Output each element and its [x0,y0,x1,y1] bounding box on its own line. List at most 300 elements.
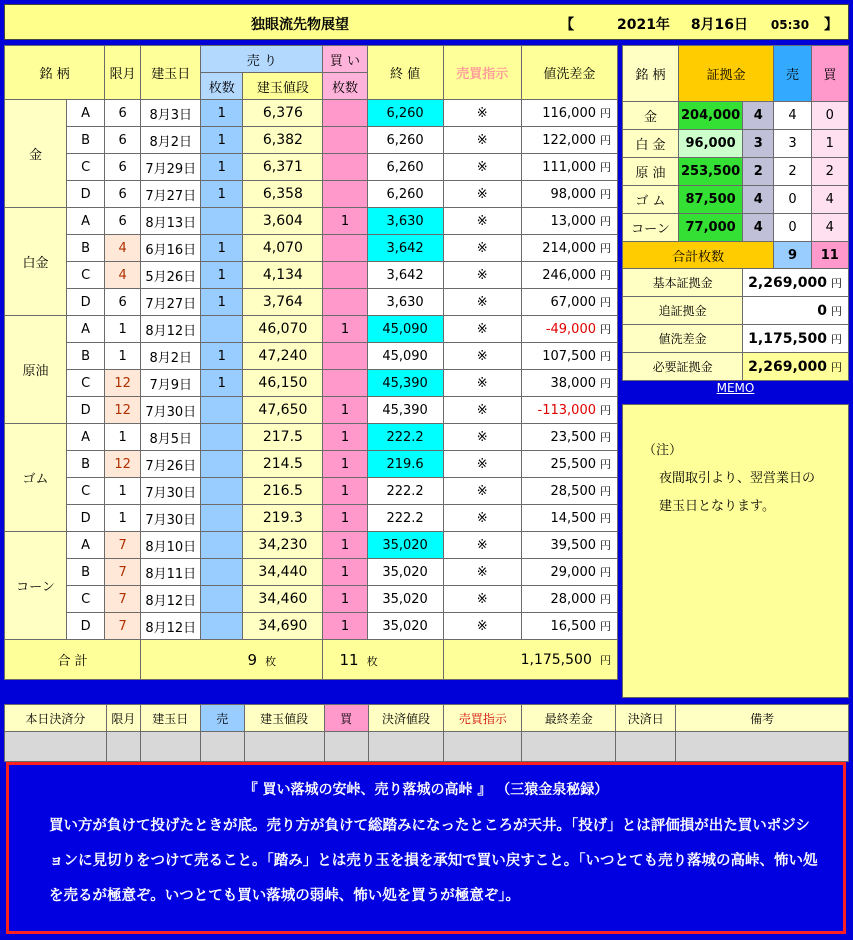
row-sell-count[interactable] [201,208,243,235]
margin-row [623,130,849,158]
margin-name: 白 金 [623,130,679,158]
row-price: 47,650 [243,397,323,424]
row-price: 6,358 [243,181,323,208]
row-date: 8月12日 [141,586,201,613]
row-buy-count[interactable]: 1 [323,613,367,640]
row-diff-yen: 円 [600,566,611,579]
row-buy-count[interactable]: 1 [323,397,367,424]
row-diff [521,208,617,235]
position-row [5,154,618,181]
row-buy-count[interactable]: 1 [323,208,367,235]
row-month: 6 [105,208,141,235]
row-diff-yen: 円 [600,512,611,525]
row-sell-count[interactable] [201,424,243,451]
row-close: 3,642 [367,262,443,289]
position-row [5,235,618,262]
margin-sell: 0 [774,214,811,242]
row-diff-value: 23,500 [550,430,596,445]
row-sell-count[interactable]: 1 [201,289,243,316]
positions-total-row [5,640,618,680]
row-close: 45,390 [367,370,443,397]
row-instruction[interactable]: ※ [443,397,521,424]
row-instruction[interactable]: ※ [443,451,521,478]
settlement-col-4: 建玉値段 [244,705,324,732]
settlement-col-6: 決済値段 [368,705,444,732]
row-instruction[interactable]: ※ [443,316,521,343]
row-buy-count[interactable]: 1 [323,316,367,343]
memo-line-3: 建玉日となります。 [659,499,775,514]
row-buy-count[interactable] [323,127,367,154]
row-buy-count[interactable]: 1 [323,559,367,586]
settlement-cell-0[interactable] [5,732,107,762]
summary-value [743,297,849,325]
margin-row [623,186,849,214]
row-month: 1 [105,343,141,370]
row-diff [521,613,617,640]
settlement-table [4,704,849,762]
margin-sell: 0 [774,186,811,214]
row-close: 45,390 [367,397,443,424]
row-diff [521,370,617,397]
quote-box [6,762,846,934]
margin-count: 3 [743,130,774,158]
margin-col-buy: 買 [811,46,848,102]
row-diff [521,478,617,505]
row-buy-count[interactable]: 1 [323,478,367,505]
year-text: 2021年 [616,17,670,33]
page-title: 独眼流先物展望 [251,17,349,33]
col-genketsu: 限月 [105,46,141,100]
row-sell-count[interactable] [201,316,243,343]
row-diff-value: -113,000 [537,403,596,418]
total-sell [141,640,323,680]
row-date: 7月30日 [141,505,201,532]
row-buy-count[interactable] [323,235,367,262]
summary-row [623,269,849,297]
row-diff-value: 16,500 [550,619,596,634]
settlement-cell-2[interactable] [140,732,200,762]
row-code: A [67,100,105,127]
date-text: 8月16日 [690,17,749,33]
settlement-header-row [5,705,849,732]
row-month: 6 [105,127,141,154]
margin-table [622,45,849,381]
row-instruction[interactable]: ※ [443,127,521,154]
summary-label: 追証拠金 [623,297,743,325]
row-date: 8月3日 [141,100,201,127]
settlement-cell-8[interactable] [522,732,616,762]
row-code: B [67,127,105,154]
summary-value [743,325,849,353]
row-buy-count[interactable]: 1 [323,586,367,613]
row-sell-count[interactable]: 1 [201,154,243,181]
settlement-col-1: 限月 [106,705,140,732]
title-bar [4,4,849,40]
row-month: 7 [105,532,141,559]
row-buy-count[interactable]: 1 [323,424,367,451]
row-date: 8月11日 [141,559,201,586]
group-name: ゴム [5,424,67,532]
summary-yen: 円 [831,304,842,318]
memo-heading[interactable]: MEMO [716,381,755,395]
row-diff [521,127,617,154]
margin-amount: 253,500 [678,158,742,186]
row-price: 46,150 [243,370,323,397]
row-date: 7月30日 [141,478,201,505]
row-code: B [67,451,105,478]
row-month: 12 [105,370,141,397]
row-date: 7月27日 [141,181,201,208]
row-diff-yen: 円 [600,458,611,471]
row-date: 7月27日 [141,289,201,316]
positions-header-row [5,46,618,73]
row-diff [521,316,617,343]
row-diff-value: 28,500 [550,484,596,499]
row-diff-value: 14,500 [550,511,596,526]
settlement-cell-3[interactable] [200,732,244,762]
row-date: 8月12日 [141,316,201,343]
row-diff [521,262,617,289]
row-close: 6,260 [367,100,443,127]
margin-buy: 0 [811,102,848,130]
row-diff-yen: 円 [600,242,611,255]
settlement-col-0: 本日決済分 [5,705,107,732]
row-diff [521,532,617,559]
row-close: 45,090 [367,316,443,343]
row-price: 6,382 [243,127,323,154]
settlement-cell-6[interactable] [368,732,444,762]
row-close: 35,020 [367,559,443,586]
row-sell-count[interactable]: 1 [201,262,243,289]
margin-buy: 4 [811,186,848,214]
row-diff-value: 13,000 [550,214,596,229]
margin-amount: 204,000 [678,102,742,130]
settlement-cell-1[interactable] [106,732,140,762]
margin-sell: 3 [774,130,811,158]
margin-buy: 1 [811,130,848,158]
row-diff-value: 98,000 [550,187,596,202]
bracket-close: 】 [824,17,838,33]
settlement-cell-5[interactable] [324,732,368,762]
row-diff [521,451,617,478]
row-price: 3,604 [243,208,323,235]
group-name: 金 [5,100,67,208]
row-instruction[interactable]: ※ [443,613,521,640]
group-name: 白金 [5,208,67,316]
row-instruction[interactable]: ※ [443,208,521,235]
row-month: 6 [105,289,141,316]
row-diff-value: 246,000 [542,268,596,283]
summary-yen: 円 [831,360,842,374]
row-diff-value: 107,500 [542,349,596,364]
col-neara-sakin: 値洗差金 [521,46,617,100]
datetime-display [560,14,838,34]
row-date: 5月26日 [141,262,201,289]
row-diff-yen: 円 [600,161,611,174]
row-date: 8月13日 [141,208,201,235]
row-code: C [67,586,105,613]
summary-value-text: 2,269,000 [748,358,827,375]
row-diff-yen: 円 [600,269,611,282]
col-buy-count: 枚数 [323,73,367,100]
row-diff [521,235,617,262]
position-row [5,397,618,424]
row-buy-count[interactable] [323,262,367,289]
row-diff-value: 38,000 [550,376,596,391]
margin-sell: 4 [774,102,811,130]
row-code: D [67,289,105,316]
position-row [5,316,618,343]
row-diff-yen: 円 [600,593,611,606]
row-close: 219.6 [367,451,443,478]
row-month: 6 [105,154,141,181]
row-sell-count[interactable]: 1 [201,181,243,208]
row-instruction[interactable]: ※ [443,154,521,181]
col-sell-group: 売 り [201,46,323,73]
trade-instruction-header[interactable]: 売買指示 [443,46,521,100]
row-buy-count[interactable]: 1 [323,451,367,478]
row-buy-count[interactable] [323,154,367,181]
row-code: C [67,478,105,505]
summary-value-text: 2,269,000 [748,274,827,291]
row-diff-yen: 円 [600,377,611,390]
margin-row [623,158,849,186]
row-diff [521,100,617,127]
row-close: 35,020 [367,586,443,613]
row-diff [521,343,617,370]
row-date: 6月16日 [141,235,201,262]
settlement-col-3: 売 [200,705,244,732]
row-month: 7 [105,586,141,613]
row-date: 7月26日 [141,451,201,478]
row-sell-count[interactable]: 1 [201,235,243,262]
row-price: 219.3 [243,505,323,532]
row-diff [521,181,617,208]
col-owarine: 終 値 [367,46,443,100]
row-sell-count[interactable] [201,559,243,586]
margin-col-meigara: 銘 柄 [623,46,679,102]
row-instruction[interactable]: ※ [443,235,521,262]
summary-value-text: 1,175,500 [748,330,827,347]
row-code: D [67,397,105,424]
row-buy-count[interactable] [323,343,367,370]
row-buy-count[interactable] [323,289,367,316]
row-sell-count[interactable] [201,586,243,613]
col-meigara: 銘 柄 [5,46,105,100]
row-instruction[interactable]: ※ [443,586,521,613]
row-instruction[interactable]: ※ [443,289,521,316]
row-date: 8月10日 [141,532,201,559]
summary-label: 必要証拠金 [623,353,743,381]
settlement-col-2: 建玉日 [140,705,200,732]
summary-label: 値洗差金 [623,325,743,353]
row-diff-yen: 円 [600,431,611,444]
row-sell-count[interactable] [201,397,243,424]
row-sell-count[interactable] [201,613,243,640]
row-price: 6,371 [243,154,323,181]
margin-name: 金 [623,102,679,130]
row-code: D [67,613,105,640]
row-date: 7月30日 [141,397,201,424]
row-buy-count[interactable] [323,181,367,208]
row-diff-yen: 円 [600,350,611,363]
row-diff-value: 116,000 [542,106,596,121]
row-instruction[interactable]: ※ [443,478,521,505]
margin-total-sell: 9 [774,242,811,269]
row-diff [521,289,617,316]
settlement-cell-4[interactable] [244,732,324,762]
settlement-cell-7[interactable] [444,732,522,762]
row-date: 7月29日 [141,154,201,181]
col-tategyoku-nedan: 建玉値段 [243,73,323,100]
bracket-open: 【 [560,17,575,33]
row-buy-count[interactable] [323,370,367,397]
margin-name: コーン [623,214,679,242]
row-sell-count[interactable] [201,532,243,559]
row-instruction[interactable]: ※ [443,343,521,370]
row-code: A [67,532,105,559]
settlement-cell-10[interactable] [676,732,849,762]
row-sell-count[interactable]: 1 [201,370,243,397]
row-price: 34,690 [243,613,323,640]
row-code: C [67,370,105,397]
row-close: 3,630 [367,208,443,235]
margin-buy: 2 [811,158,848,186]
row-code: C [67,262,105,289]
row-diff-value: 29,000 [550,565,596,580]
col-tategyoku-bi: 建玉日 [141,46,201,100]
row-date: 8月2日 [141,343,201,370]
row-sell-count[interactable]: 1 [201,127,243,154]
row-instruction[interactable]: ※ [443,181,521,208]
position-row [5,424,618,451]
margin-sell: 2 [774,158,811,186]
row-month: 1 [105,316,141,343]
row-code: C [67,154,105,181]
row-price: 217.5 [243,424,323,451]
row-code: A [67,208,105,235]
row-diff-yen: 円 [600,188,611,201]
total-diff-value: 1,175,500 [520,651,592,668]
row-buy-count[interactable]: 1 [323,532,367,559]
row-instruction[interactable]: ※ [443,100,521,127]
margin-total-buy: 11 [811,242,848,269]
row-instruction[interactable]: ※ [443,370,521,397]
settlement-empty-row [5,732,849,762]
margin-count: 4 [743,102,774,130]
total-sell-value: 9 [247,650,258,669]
row-diff-yen: 円 [600,485,611,498]
position-row [5,208,618,235]
row-month: 6 [105,181,141,208]
row-sell-count[interactable] [201,478,243,505]
row-diff-yen: 円 [600,404,611,417]
row-diff-yen: 円 [600,620,611,633]
row-code: D [67,181,105,208]
row-sell-count[interactable] [201,451,243,478]
margin-name: 原 油 [623,158,679,186]
positions-table [4,45,618,680]
row-diff-yen: 円 [600,134,611,147]
total-diff-yen: 円 [600,653,611,667]
total-diff [443,640,617,680]
group-name: 原油 [5,316,67,424]
row-instruction[interactable]: ※ [443,559,521,586]
row-close: 45,090 [367,343,443,370]
summary-label: 基本証拠金 [623,269,743,297]
margin-row [623,214,849,242]
margin-count: 4 [743,214,774,242]
summary-row [623,353,849,381]
memo-line-1: （注） [643,443,683,458]
summary-yen: 円 [831,332,842,346]
row-sell-count[interactable] [201,505,243,532]
row-close: 3,630 [367,289,443,316]
summary-value [743,269,849,297]
row-code: B [67,235,105,262]
settlement-col-9: 決済日 [616,705,676,732]
row-price: 46,070 [243,316,323,343]
row-diff-yen: 円 [600,107,611,120]
row-buy-count[interactable] [323,100,367,127]
row-diff-yen: 円 [600,539,611,552]
row-month: 7 [105,613,141,640]
row-close: 6,260 [367,154,443,181]
row-month: 7 [105,559,141,586]
row-diff-value: 25,500 [550,457,596,472]
row-code: B [67,559,105,586]
total-sell-unit: 枚 [265,654,277,668]
row-sell-count[interactable]: 1 [201,343,243,370]
row-date: 7月9日 [141,370,201,397]
quote-body: 買い方が負けて投げたときが底。売り方が負けて総踏みになったところが天井。「投げ」とは評価損が出た買いポジションに見切りをつけて売ること。「踏み」とは売り玉を損を承知で買い戻すこと。「いつとても売り落城の高峠、怖い処を売るが極意ぞ。いつとても買い落城の弱峠、怖い処を買うが極意ぞ」。 [49,818,818,904]
row-instruction[interactable]: ※ [443,262,521,289]
row-code: A [67,316,105,343]
row-instruction[interactable]: ※ [443,532,521,559]
row-close: 222.2 [367,424,443,451]
row-diff [521,505,617,532]
quote-title: 『 買い落城の安峠、売り落城の高峠 』 （三猿金泉秘録） [243,782,609,798]
row-instruction[interactable]: ※ [443,424,521,451]
position-row [5,289,618,316]
row-diff-yen: 円 [600,323,611,336]
position-row [5,127,618,154]
position-row [5,532,618,559]
col-buy-group: 買 い [323,46,367,73]
row-price: 34,460 [243,586,323,613]
margin-buy: 4 [811,214,848,242]
row-month: 12 [105,451,141,478]
margin-amount: 96,000 [678,130,742,158]
settlement-cell-9[interactable] [616,732,676,762]
settlement-col-10: 備考 [676,705,849,732]
margin-count: 4 [743,186,774,214]
row-close: 6,260 [367,127,443,154]
summary-row [623,325,849,353]
row-buy-count[interactable]: 1 [323,505,367,532]
row-diff-value: 39,500 [550,538,596,553]
row-instruction[interactable]: ※ [443,505,521,532]
margin-total-row [623,242,849,269]
margin-total-label: 合計枚数 [623,242,774,269]
row-diff [521,586,617,613]
position-row [5,478,618,505]
row-close: 222.2 [367,478,443,505]
row-diff-value: 122,000 [542,133,596,148]
row-sell-count[interactable]: 1 [201,100,243,127]
margin-count: 2 [743,158,774,186]
row-price: 216.5 [243,478,323,505]
